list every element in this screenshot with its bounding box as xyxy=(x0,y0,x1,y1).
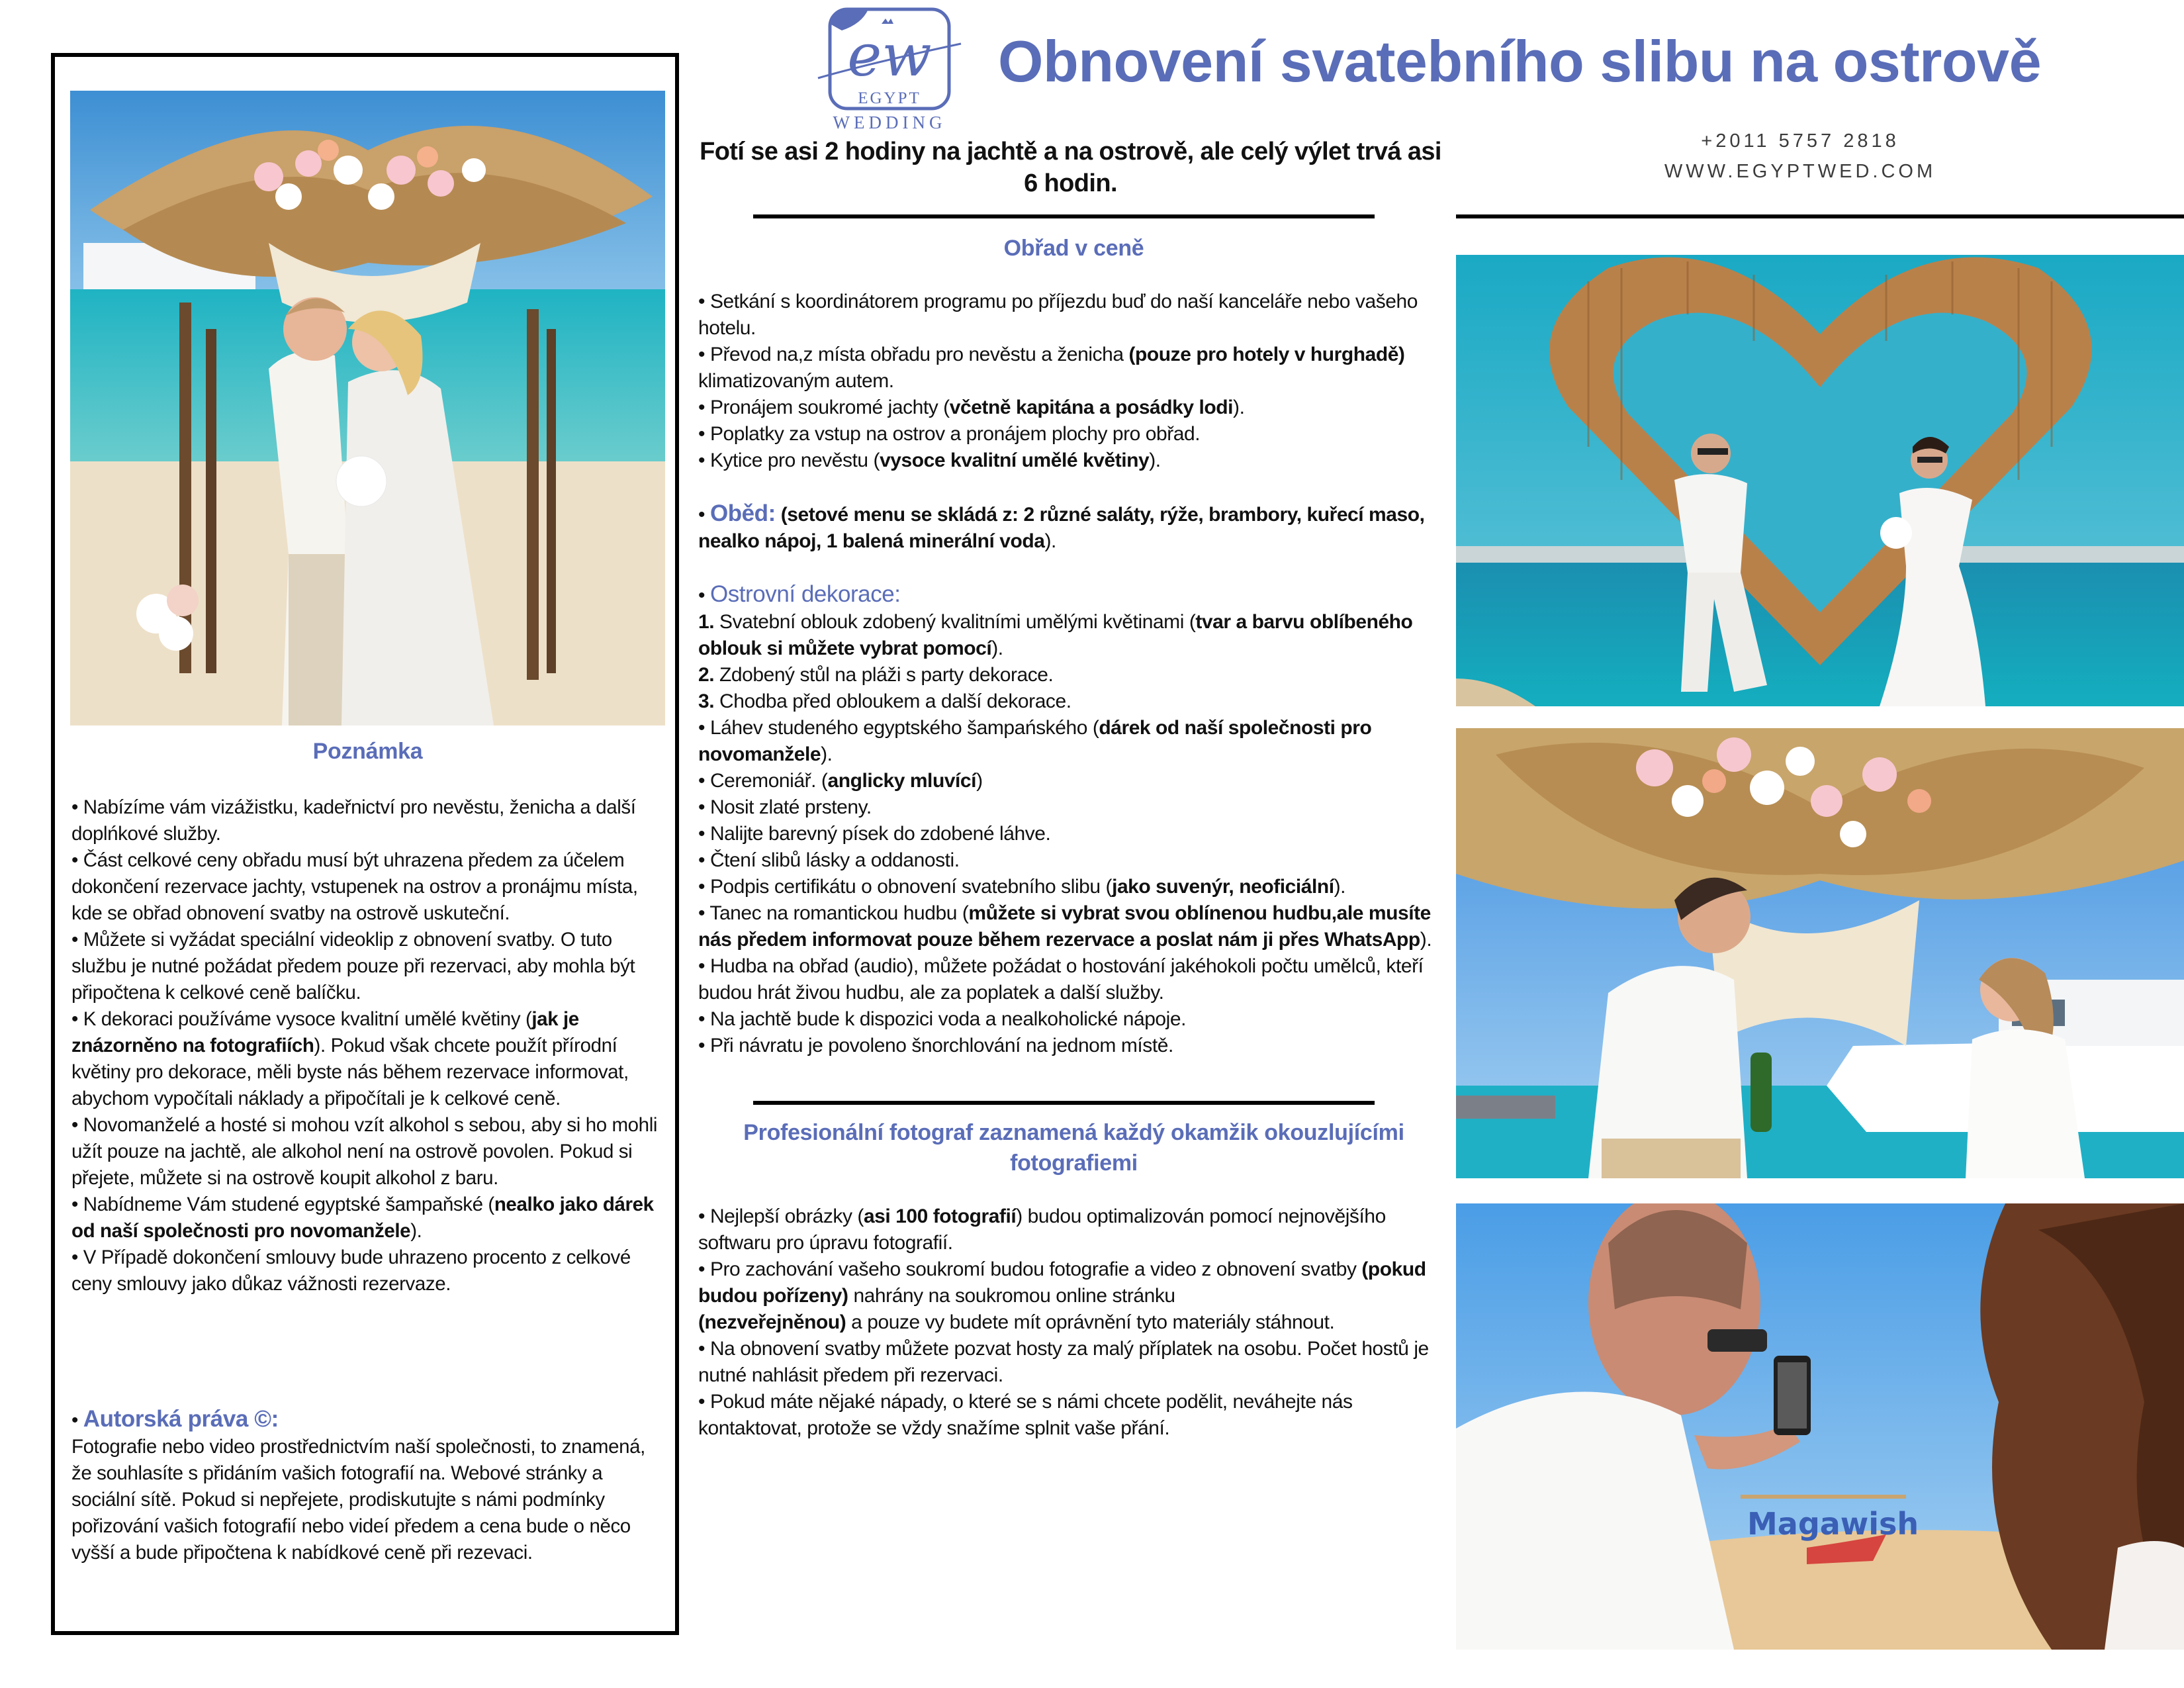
item-text: • Nejlepší obrázky ( xyxy=(698,1205,864,1227)
svg-text:WEDDING: WEDDING xyxy=(833,113,946,131)
note-bold-text: nealko jako dárek od naší společnosti pro novomanžele xyxy=(71,1194,654,1242)
decor-item xyxy=(698,1006,1459,1033)
note-heading: Poznámka xyxy=(312,739,423,764)
note-item xyxy=(71,1192,667,1244)
decor-item xyxy=(698,662,1459,688)
decor-item xyxy=(698,953,1459,1006)
note-item: • Můžete si vyžádat speciální videoklip z obnovení svatby. O tuto službu je nutné požádat předem pouze při rezervaci, aby mohla být připočtena k celkové ceně balíčku. xyxy=(71,929,635,1004)
decor-item xyxy=(698,874,1459,900)
note-text: • K dekoraci používáme vysoce kvalitní umělé květiny ( xyxy=(71,1008,532,1030)
item-text: • Na obnovení svatby můžete pozvat hosty za malý příplatek na osobu. Počet hostů je nutné nahlásit předem při rezervaci. xyxy=(698,1338,1429,1386)
included-item xyxy=(698,342,1459,395)
item-text: • Na jachtě bude k dispozici voda a nealkoholické nápoje. xyxy=(698,1008,1187,1030)
lunch-item: • Oběd: (setové menu se skládá z: 2 různé saláty, rýže, brambory, kuřecí maso, nealko nápoj, 1 balená minerální voda). xyxy=(698,500,1425,552)
photography-item xyxy=(698,1203,1459,1256)
phone-number[interactable]: +2011 5757 2818 xyxy=(1701,130,1899,152)
item-bold-text: asi 100 fotografií xyxy=(863,1205,1017,1227)
item-text: • Ceremoniář. ( xyxy=(698,770,828,792)
decor-item xyxy=(698,1033,1459,1059)
lunch-close: ). xyxy=(1044,530,1056,552)
subtitle-line: 6 hodin. xyxy=(1024,169,1117,197)
item-text: nahrány na soukromou online stránku xyxy=(848,1285,1175,1307)
decor-item xyxy=(698,900,1459,953)
note-item: • Novomanželé a hosté si mohou vzít alkohol s sebou, aby si ho mohli užít pouze na jachtě, ale alkohol není na ostrově povolen. Pokud si přejete, můžete si na ostrově koupit alkohol z baru. xyxy=(71,1114,657,1189)
note-text: ). xyxy=(410,1220,422,1242)
copyright-section xyxy=(71,1406,667,1566)
item-bold-text: (pouze pro hotely v hurghadě) xyxy=(1128,344,1405,365)
decor-heading-row: • Ostrovní dekorace: xyxy=(698,581,901,607)
item-text: ) xyxy=(976,770,983,792)
photography-heading xyxy=(688,1117,1459,1178)
item-text: • Při návratu je povoleno šnorchlování na jednom místě. xyxy=(698,1035,1173,1056)
selfie-beach-photo xyxy=(1456,1203,2184,1650)
svg-text:Magawish: Magawish xyxy=(1747,1506,1919,1542)
photography-list xyxy=(698,1203,1459,1442)
item-text: ) budou optimalizován pomocí nejnovějšího softwaru pro úpravu fotografií. xyxy=(698,1205,1386,1254)
photo-illustration xyxy=(70,91,665,726)
item-text: • Láhev studeného egyptského šampańského ( xyxy=(698,717,1099,739)
spacer xyxy=(698,474,1459,500)
decor-item xyxy=(698,688,1459,715)
item-text: ). xyxy=(821,743,833,765)
decor-item xyxy=(698,768,1459,794)
included-item xyxy=(698,395,1459,421)
item-text: • Pokud máte nějaké nápady, o které se s námi chcete podělit, neváhejte nás kontaktovat, protože se vždy snažíme splnit vaše přání. xyxy=(698,1391,1353,1439)
note-bold-text: jak je znázorněno na fotografiích xyxy=(71,1008,579,1056)
notes-list xyxy=(71,794,667,1297)
item-text: • Převod na,z místa obřadu pro nevěstu a ženicha xyxy=(698,344,1129,365)
copyright-heading-row xyxy=(71,1406,667,1434)
item-text: • Pro zachování vašeho soukromí budou fotografie a video z obnovení svatby xyxy=(698,1258,1362,1280)
divider xyxy=(753,1101,1375,1105)
item-bold-text: jako suvenýr, neoficiální xyxy=(1112,876,1334,898)
decor-item xyxy=(698,821,1459,847)
photo-illustration xyxy=(1456,1203,2184,1650)
note-item: • Část celkové ceny obřadu musí být uhrazena předem za účelem dokončení rezervace jachty, vstupenek na ostrov a pronájmu místa, kde se obřad obnovení svatby na ostrově uskuteční. xyxy=(71,849,638,924)
item-bold-text: (nezveřejněnou) xyxy=(698,1311,846,1333)
item-text: ). xyxy=(1334,876,1346,898)
logo-icon xyxy=(815,4,964,131)
item-bold-text: (pokud budou pořízeny) xyxy=(698,1258,1426,1307)
heading-line: fotografiemi xyxy=(1010,1150,1138,1176)
champagne-celebration-photo xyxy=(1456,728,2184,1178)
item-number: 3. xyxy=(698,690,715,712)
photo-illustration xyxy=(1456,728,2184,1178)
svg-text:ew: ew xyxy=(847,21,932,89)
item-text: • Kytice pro nevěstu ( xyxy=(698,449,880,471)
included-item xyxy=(698,289,1459,342)
item-text: Zdobený stůl na pláži s party dekorace. xyxy=(714,664,1054,686)
trip-duration-subtitle xyxy=(682,136,1459,199)
item-text: klimatizovaným autem. xyxy=(698,370,894,392)
item-text: Svatební oblouk zdobený kvalitními umělými květinami ( xyxy=(714,611,1196,633)
item-text: ). xyxy=(1149,449,1161,471)
included-list xyxy=(698,289,1459,1059)
included-item xyxy=(698,421,1459,447)
photography-item xyxy=(698,1336,1459,1389)
copyright-text: Fotografie nebo video prostřednictvím naší společnosti, to znamená, že souhlasíte s přidáním vašich fotografií na. Webové stránky a sociální sítě. Pokud si nepřejete, prodiskutujte s námi podmínky pořizování vašich fotografií nebo videí předem a cena bude o něco vyšší a bude připočtena k nabídkové ceně při rezevaci. xyxy=(71,1436,645,1564)
svg-text:EGYPT: EGYPT xyxy=(858,89,921,107)
item-bold-text: anglicky mluvící xyxy=(827,770,977,792)
item-text: • Tanec na romantickou hudbu ( xyxy=(698,902,969,924)
decor-item xyxy=(698,847,1459,874)
included-item xyxy=(698,447,1459,474)
item-text: • Nosit zlaté prsteny. xyxy=(698,796,872,818)
page-title: Obnovení svatebního slibu na ostrově xyxy=(998,28,2042,94)
note-item: • V Případě dokončení smlouvy bude uhrazeno procento z celkové ceny smlouvy jako důkaz vážnosti rezervaze. xyxy=(71,1246,631,1295)
item-text: ). xyxy=(1233,397,1245,418)
item-text: • Pronájem soukromé jachty ( xyxy=(698,397,950,418)
subtitle-line: Fotí se asi 2 hodiny na jachtě a na ostrově, ale celý výlet trvá asi xyxy=(700,138,1441,165)
item-text: Chodba před obloukem a další dekorace. xyxy=(714,690,1071,712)
contact-info xyxy=(1615,126,1985,187)
item-text: • Poplatky za vstup na ostrov a pronájem plochy pro obřad. xyxy=(698,423,1201,445)
item-text: • Nalijte barevný písek do zdobené láhve. xyxy=(698,823,1051,845)
decor-item xyxy=(698,609,1459,662)
item-bold-text: včetně kapitána a posádky lodi xyxy=(949,397,1234,418)
item-bold-text: dárek od naší společnosti pro novomanžele xyxy=(698,717,1372,765)
beach-arch-couple-photo xyxy=(70,91,665,726)
item-bold-text: můžete si vybrat svou oblínenou hudbu,ale musíte nás předem informovat pouze během rezervace a poslat nám ji přes WhatsApp xyxy=(698,902,1431,951)
lunch-label: Oběd: xyxy=(709,500,776,526)
note-text: • Nabídneme Vám studené egyptské šampaňské ( xyxy=(71,1194,494,1215)
item-text: ). xyxy=(1420,929,1432,951)
photography-item xyxy=(698,1389,1459,1442)
heart-frame-couple-photo xyxy=(1456,255,2184,706)
included-heading: Obřad v ceně xyxy=(1003,236,1144,261)
note-text: ). Pokud však chcete použít přírodní květiny pro dekorace, měli byste nás během rezervace informovat, abychom vypočítali náklady a připočítali je k celkové ceně. xyxy=(71,1035,629,1109)
item-number: 1. xyxy=(698,611,715,633)
note-item: • Nabízíme vám vizážistku, kadeřnictví pro nevěstu, ženicha a další doplńkové služby. xyxy=(71,796,636,845)
item-number: 2. xyxy=(698,664,715,686)
bullet: • xyxy=(71,1409,83,1431)
decor-heading: Ostrovní dekorace: xyxy=(709,581,901,607)
photo-illustration xyxy=(1456,255,2184,706)
spacer xyxy=(698,555,1459,581)
item-text: a pouze vy budete mít oprávnění tyto materiály stáhnout. xyxy=(846,1311,1335,1333)
egypt-wedding-logo xyxy=(815,4,964,131)
item-text: • Hudba na obřad (audio), můžete požádat o hostování jakéhokoli počtu umělců, kteří budou hrát živou hudbu, ale za poplatek a další služby. xyxy=(698,955,1424,1004)
heading-line: Profesionální fotograf zaznamená každý okamžik okouzlujícími xyxy=(743,1120,1404,1145)
item-text: ). xyxy=(991,637,1003,659)
item-text: • Podpis certifikátu o obnovení svatebního slibu ( xyxy=(698,876,1113,898)
item-bold-text: vysoce kvalitní umělé květiny xyxy=(880,449,1150,471)
photography-item xyxy=(698,1256,1459,1309)
item-text: • Setkání s koordinátorem programu po příjezdu buď do naší kanceláře nebo vašeho hotelu. xyxy=(698,291,1418,339)
divider xyxy=(1456,214,2184,218)
item-bold-text: tvar a barvu oblíbeného oblouk si můžete vybrat pomocí xyxy=(698,611,1413,659)
decor-item xyxy=(698,715,1459,768)
divider xyxy=(753,214,1375,218)
note-item xyxy=(71,1006,667,1112)
copyright-heading: Autorská práva ©: xyxy=(83,1406,279,1432)
lunch-text: (setové menu se skládá z: 2 různé saláty, rýže, brambory, kuřecí maso, nealko nápoj, 1 balená minerální voda xyxy=(698,504,1425,552)
website-link[interactable]: WWW.EGYPTWED.COM xyxy=(1664,161,1936,182)
item-text: • Čtení slibů lásky a oddanosti. xyxy=(698,849,960,871)
photography-item xyxy=(698,1309,1459,1336)
decor-item xyxy=(698,794,1459,821)
